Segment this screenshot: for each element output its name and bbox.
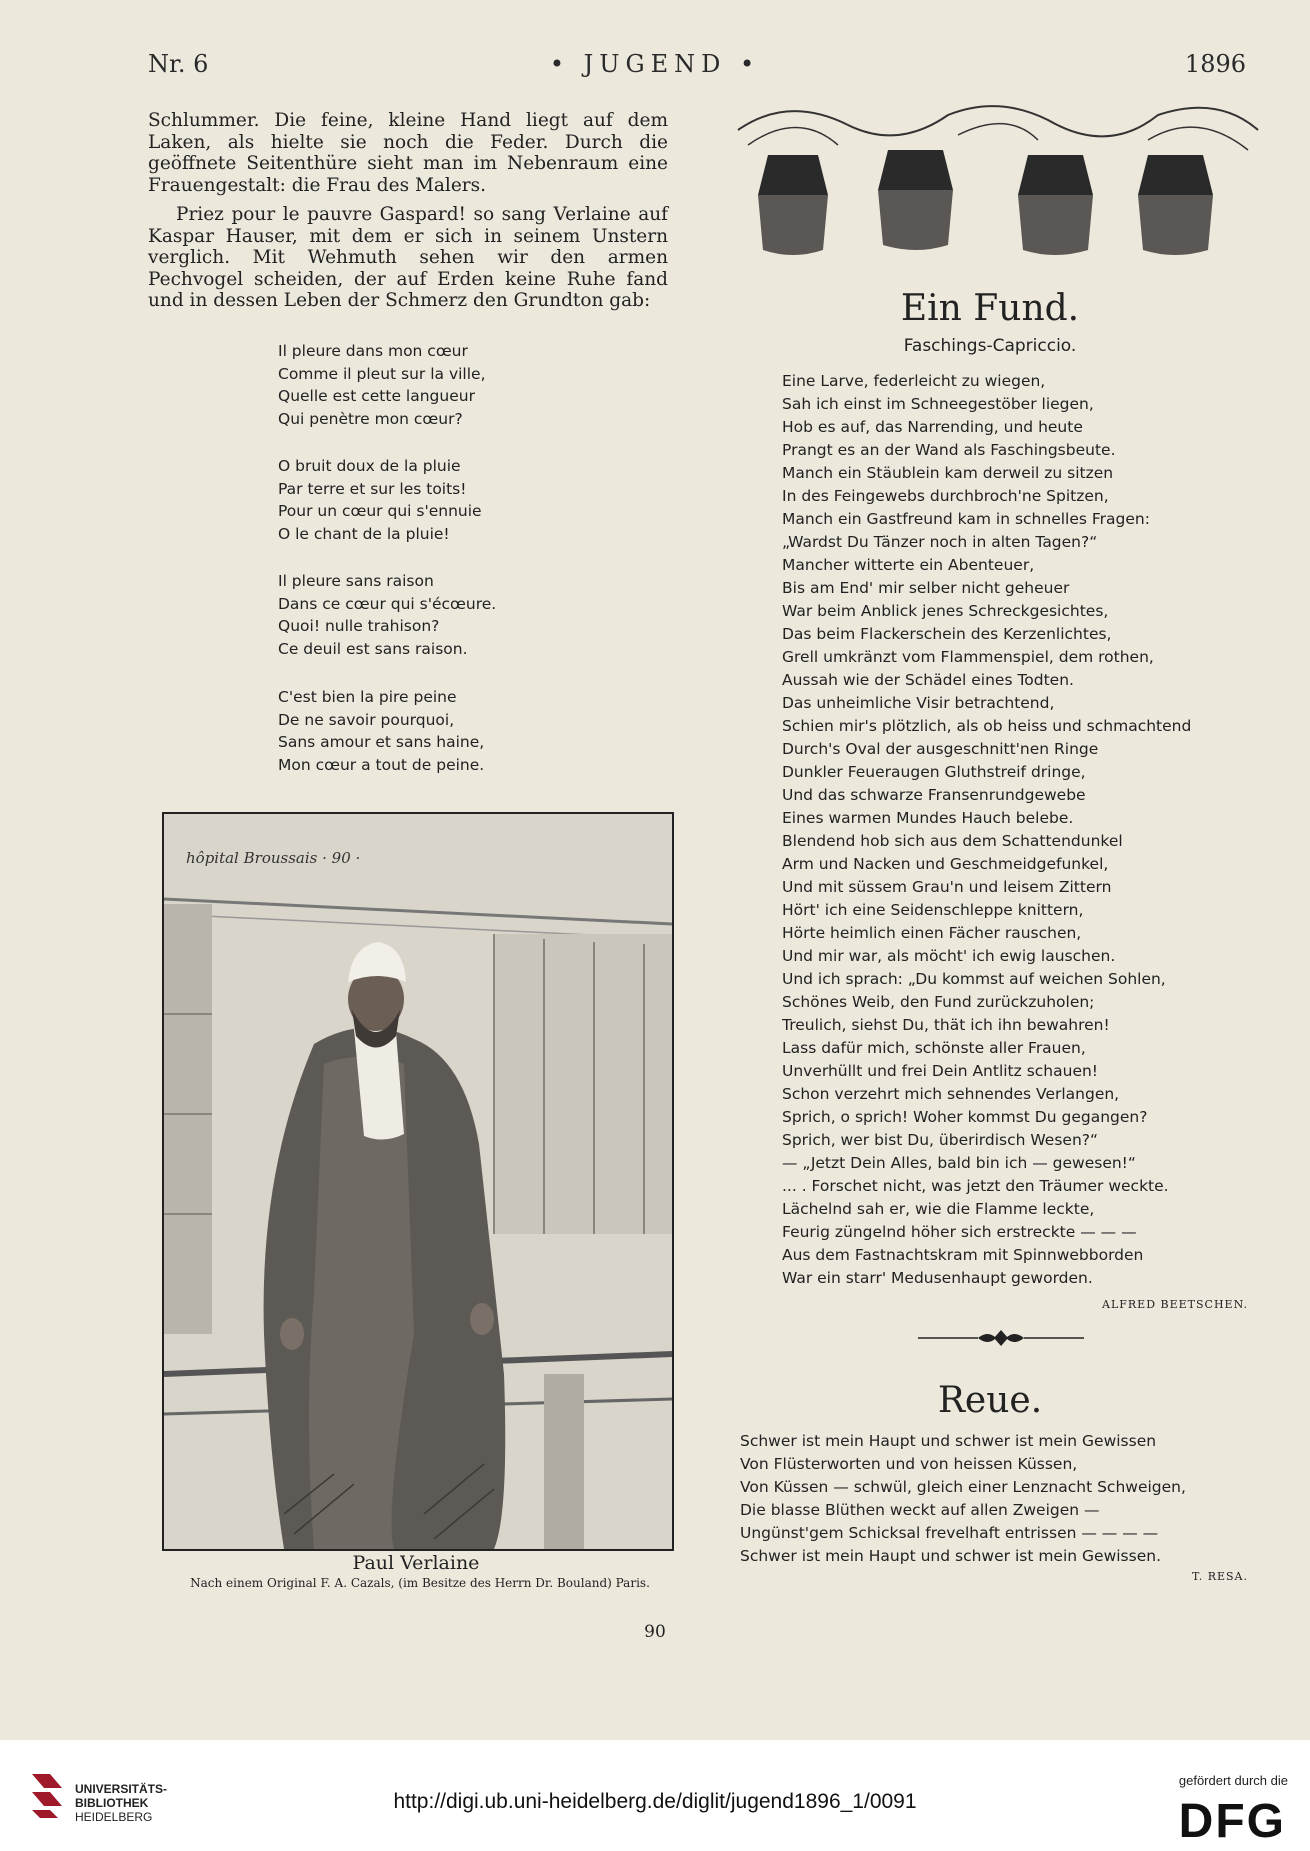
- stanza-line: Qui penètre mon cœur?: [278, 409, 463, 428]
- poem-line: Lass dafür mich, schönste aller Frauen,: [782, 1039, 1086, 1057]
- poem-line: Hob es auf, das Narrending, und heute: [782, 418, 1083, 436]
- poem-line: Blendend hob sich aus dem Schattendunkel: [782, 832, 1123, 850]
- poem-line: Manch ein Gastfreund kam in schnelles Fragen:: [782, 510, 1150, 528]
- stanza-line: Dans ce cœur qui s'écœure.: [278, 594, 497, 613]
- artist-signature: hôpital Broussais · 90 ·: [186, 849, 361, 867]
- stanza-line: Il pleure dans mon cœur: [278, 342, 468, 360]
- verlaine-stanza-3: [278, 570, 608, 660]
- stanza-line: Quoi! nulle trahison?: [278, 617, 440, 635]
- poem-line: Bis am End' mir selber nicht geheuer: [782, 579, 1070, 597]
- poem-subtitle: Faschings-Capriccio.: [903, 336, 1077, 356]
- poem-ein-fund-lines: [782, 370, 1262, 1290]
- poem-line: Und mir war, als möcht' ich ewig lauschen.: [782, 947, 1116, 965]
- poem-line: Von Flüsterworten und von heissen Küssen,: [740, 1455, 1078, 1473]
- poem-line: Prangt es an der Wand als Faschingsbeute.: [782, 441, 1116, 459]
- poem-line: Und mit süssem Grau'n und leisem Zittern: [782, 878, 1112, 896]
- page-number: 90: [644, 1622, 666, 1642]
- poem-line: Unverhüllt und frei Dein Antlitz schauen!: [782, 1062, 1099, 1080]
- poem-line: — „Jetzt Dein Alles, bald bin ich — gewesen!“: [782, 1154, 1136, 1172]
- ornament-fleuron-icon: [918, 1328, 1084, 1348]
- poem-line: Eine Larve, federleicht zu wiegen,: [782, 372, 1046, 390]
- funding-label: gefördert durch die: [1178, 1773, 1288, 1788]
- poem-line: Grell umkränzt vom Flammenspiel, dem rothen,: [782, 648, 1154, 666]
- poem-author: ALFRED BEETSCHEN.: [1102, 1298, 1248, 1311]
- stanza-line: Quelle est cette langueur: [278, 387, 475, 405]
- poem-line: Manch ein Stäublein kam derweil zu sitzen: [782, 464, 1114, 482]
- poem-line: Treulich, siehst Du, thät ich ihn bewahren!: [782, 1016, 1110, 1034]
- stanza-line: Pour un cœur qui s'ennuie: [278, 502, 482, 520]
- poem-line: Arm und Nacken und Geschmeidgefunkel,: [782, 855, 1109, 873]
- verlaine-stanza-4: [278, 686, 608, 776]
- poem-line: Sah ich einst im Schneegestöber liegen,: [782, 395, 1094, 413]
- university-library-name: UNIVERSITÄTS- BIBLIOTHEK HEIDELBERG: [75, 1782, 168, 1824]
- poem-line: Und das schwarze Fransenrundgewebe: [782, 786, 1086, 804]
- dfg-logo: DFG: [1178, 1795, 1286, 1848]
- carnival-masks-illustration: [728, 100, 1268, 290]
- stanza-line: Sans amour et sans haine,: [278, 733, 485, 751]
- poem-line: Schien mir's plötzlich, als ob heiss und schmachtend: [782, 717, 1192, 735]
- poem-line: Aus dem Fastnachtskram mit Spinnwebborden: [782, 1246, 1144, 1264]
- prose-paragraph-1: Schlummer. Die feine, kleine Hand liegt auf dem Laken, als hielte sie noch die Feder. Durch die geöffnete Seitenthüre sieht man im Nebenraum eine Frauengestalt: die Frau des Malers.: [148, 110, 668, 196]
- poem-line: Ungünst'gem Schicksal frevelhaft entrissen — — — —: [740, 1524, 1159, 1542]
- poem-line: In des Feingewebs durchbroch'ne Spitzen,: [782, 487, 1109, 505]
- poem-line: „Wardst Du Tänzer noch in alten Tagen?“: [782, 533, 1098, 551]
- illustration-caption-title: Paul Verlaine: [352, 1552, 480, 1574]
- portrait-drawing: [164, 814, 672, 1549]
- poem-line: Eines warmen Mundes Hauch belebe.: [782, 809, 1074, 827]
- journal-title: • JUGEND •: [549, 50, 761, 78]
- poem-title-reue: Reue.: [937, 1380, 1043, 1421]
- poem-line: Schon verzehrt mich sehnendes Verlangen,: [782, 1085, 1120, 1103]
- mask-3-icon: [1018, 155, 1093, 255]
- stanza-line: Mon cœur a tout de peine.: [278, 755, 485, 774]
- poem-author: T. RESA.: [1191, 1570, 1248, 1583]
- poem-line: Sprich, o sprich! Woher kommst Du gegangen?: [782, 1108, 1148, 1126]
- poem-line: Schwer ist mein Haupt und schwer ist mein Gewissen.: [740, 1547, 1161, 1565]
- poem-line: Mancher witterte ein Abenteuer,: [782, 556, 1035, 574]
- stanza-line: O bruit doux de la pluie: [278, 457, 461, 475]
- poem-line: Und ich sprach: „Du kommst auf weichen Sohlen,: [782, 970, 1166, 988]
- prose-paragraph-2: Priez pour le pauvre Gaspard! so sang Verlaine auf Kaspar Hauser, mit dem er sich in seinem Unstern verglich. Mit Wehmuth sehen wir den armen Pechvogel scheiden, der auf Erden keine Ruhe fand und in dessen Leben der Schmerz den Grundton gab:: [148, 204, 668, 311]
- mask-2-icon: [878, 150, 953, 250]
- poem-line: ... . Forschet nicht, was jetzt den Träumer weckte.: [782, 1177, 1169, 1195]
- verlaine-portrait-illustration: [162, 812, 674, 1551]
- stanza-line: Ce deuil est sans raison.: [278, 639, 468, 658]
- mask-4-icon: [1138, 155, 1213, 255]
- issue-number: Nr. 6: [148, 50, 209, 78]
- mask-1-icon: [758, 155, 828, 255]
- digitization-footer: [0, 1740, 1310, 1851]
- poem-line: Hörte heimlich einen Fächer rauschen,: [782, 924, 1082, 942]
- stanza-line: C'est bien la pire peine: [278, 688, 457, 706]
- poem-line: Feurig züngelnd höher sich erstreckte — — —: [782, 1223, 1137, 1241]
- poem-line: Aussah wie der Schädel eines Todten.: [782, 671, 1074, 689]
- poem-line: Das unheimliche Visir betrachtend,: [782, 694, 1055, 712]
- stanza-line: Comme il pleut sur la ville,: [278, 364, 486, 383]
- stanza-line: De ne savoir pourquoi,: [278, 710, 455, 729]
- verlaine-stanza-1: [278, 340, 608, 430]
- poem-line: Dunkler Feueraugen Gluthstreif dringe,: [782, 763, 1086, 781]
- digitization-url-link[interactable]: http://digi.ub.uni-heidelberg.de/diglit/jugend1896_1/0091: [393, 1790, 917, 1813]
- verlaine-stanza-2: [278, 455, 608, 545]
- stanza-line: O le chant de la pluie!: [278, 524, 450, 543]
- poem-line: Sprich, wer bist Du, überirdisch Wesen?“: [782, 1131, 1099, 1149]
- poem-line: Hört' ich eine Seidenschleppe knittern,: [782, 901, 1084, 919]
- poem-title-ein-fund: Ein Fund.: [900, 288, 1080, 329]
- poem-line: Das beim Flackerschein des Kerzenlichtes,: [782, 625, 1112, 643]
- stanza-line: Il pleure sans raison: [278, 572, 434, 590]
- poem-reue-lines: [740, 1430, 1220, 1568]
- poem-line: War beim Anblick jenes Schreckgesichtes,: [782, 602, 1109, 620]
- poem-line: War ein starr' Medusenhaupt geworden.: [782, 1269, 1093, 1287]
- illustration-caption-credit: Nach einem Original F. A. Cazals, (im Besitze des Herrn Dr. Bouland) Paris.: [190, 1576, 650, 1590]
- poem-line: Die blasse Blüthen weckt auf allen Zweigen —: [740, 1501, 1100, 1519]
- poem-line: Lächelnd sah er, wie die Flamme leckte,: [782, 1200, 1095, 1218]
- poem-line: Schönes Weib, den Fund zurückzuholen;: [782, 993, 1095, 1011]
- poem-line: Von Küssen — schwül, gleich einer Lenznacht Schweigen,: [740, 1478, 1186, 1496]
- poem-line: Schwer ist mein Haupt und schwer ist mein Gewissen: [740, 1432, 1157, 1450]
- stanza-line: Par terre et sur les toits!: [278, 479, 467, 498]
- poem-line: Durch's Oval der ausgeschnitt'nen Ringe: [782, 740, 1099, 758]
- year: 1896: [1184, 50, 1246, 78]
